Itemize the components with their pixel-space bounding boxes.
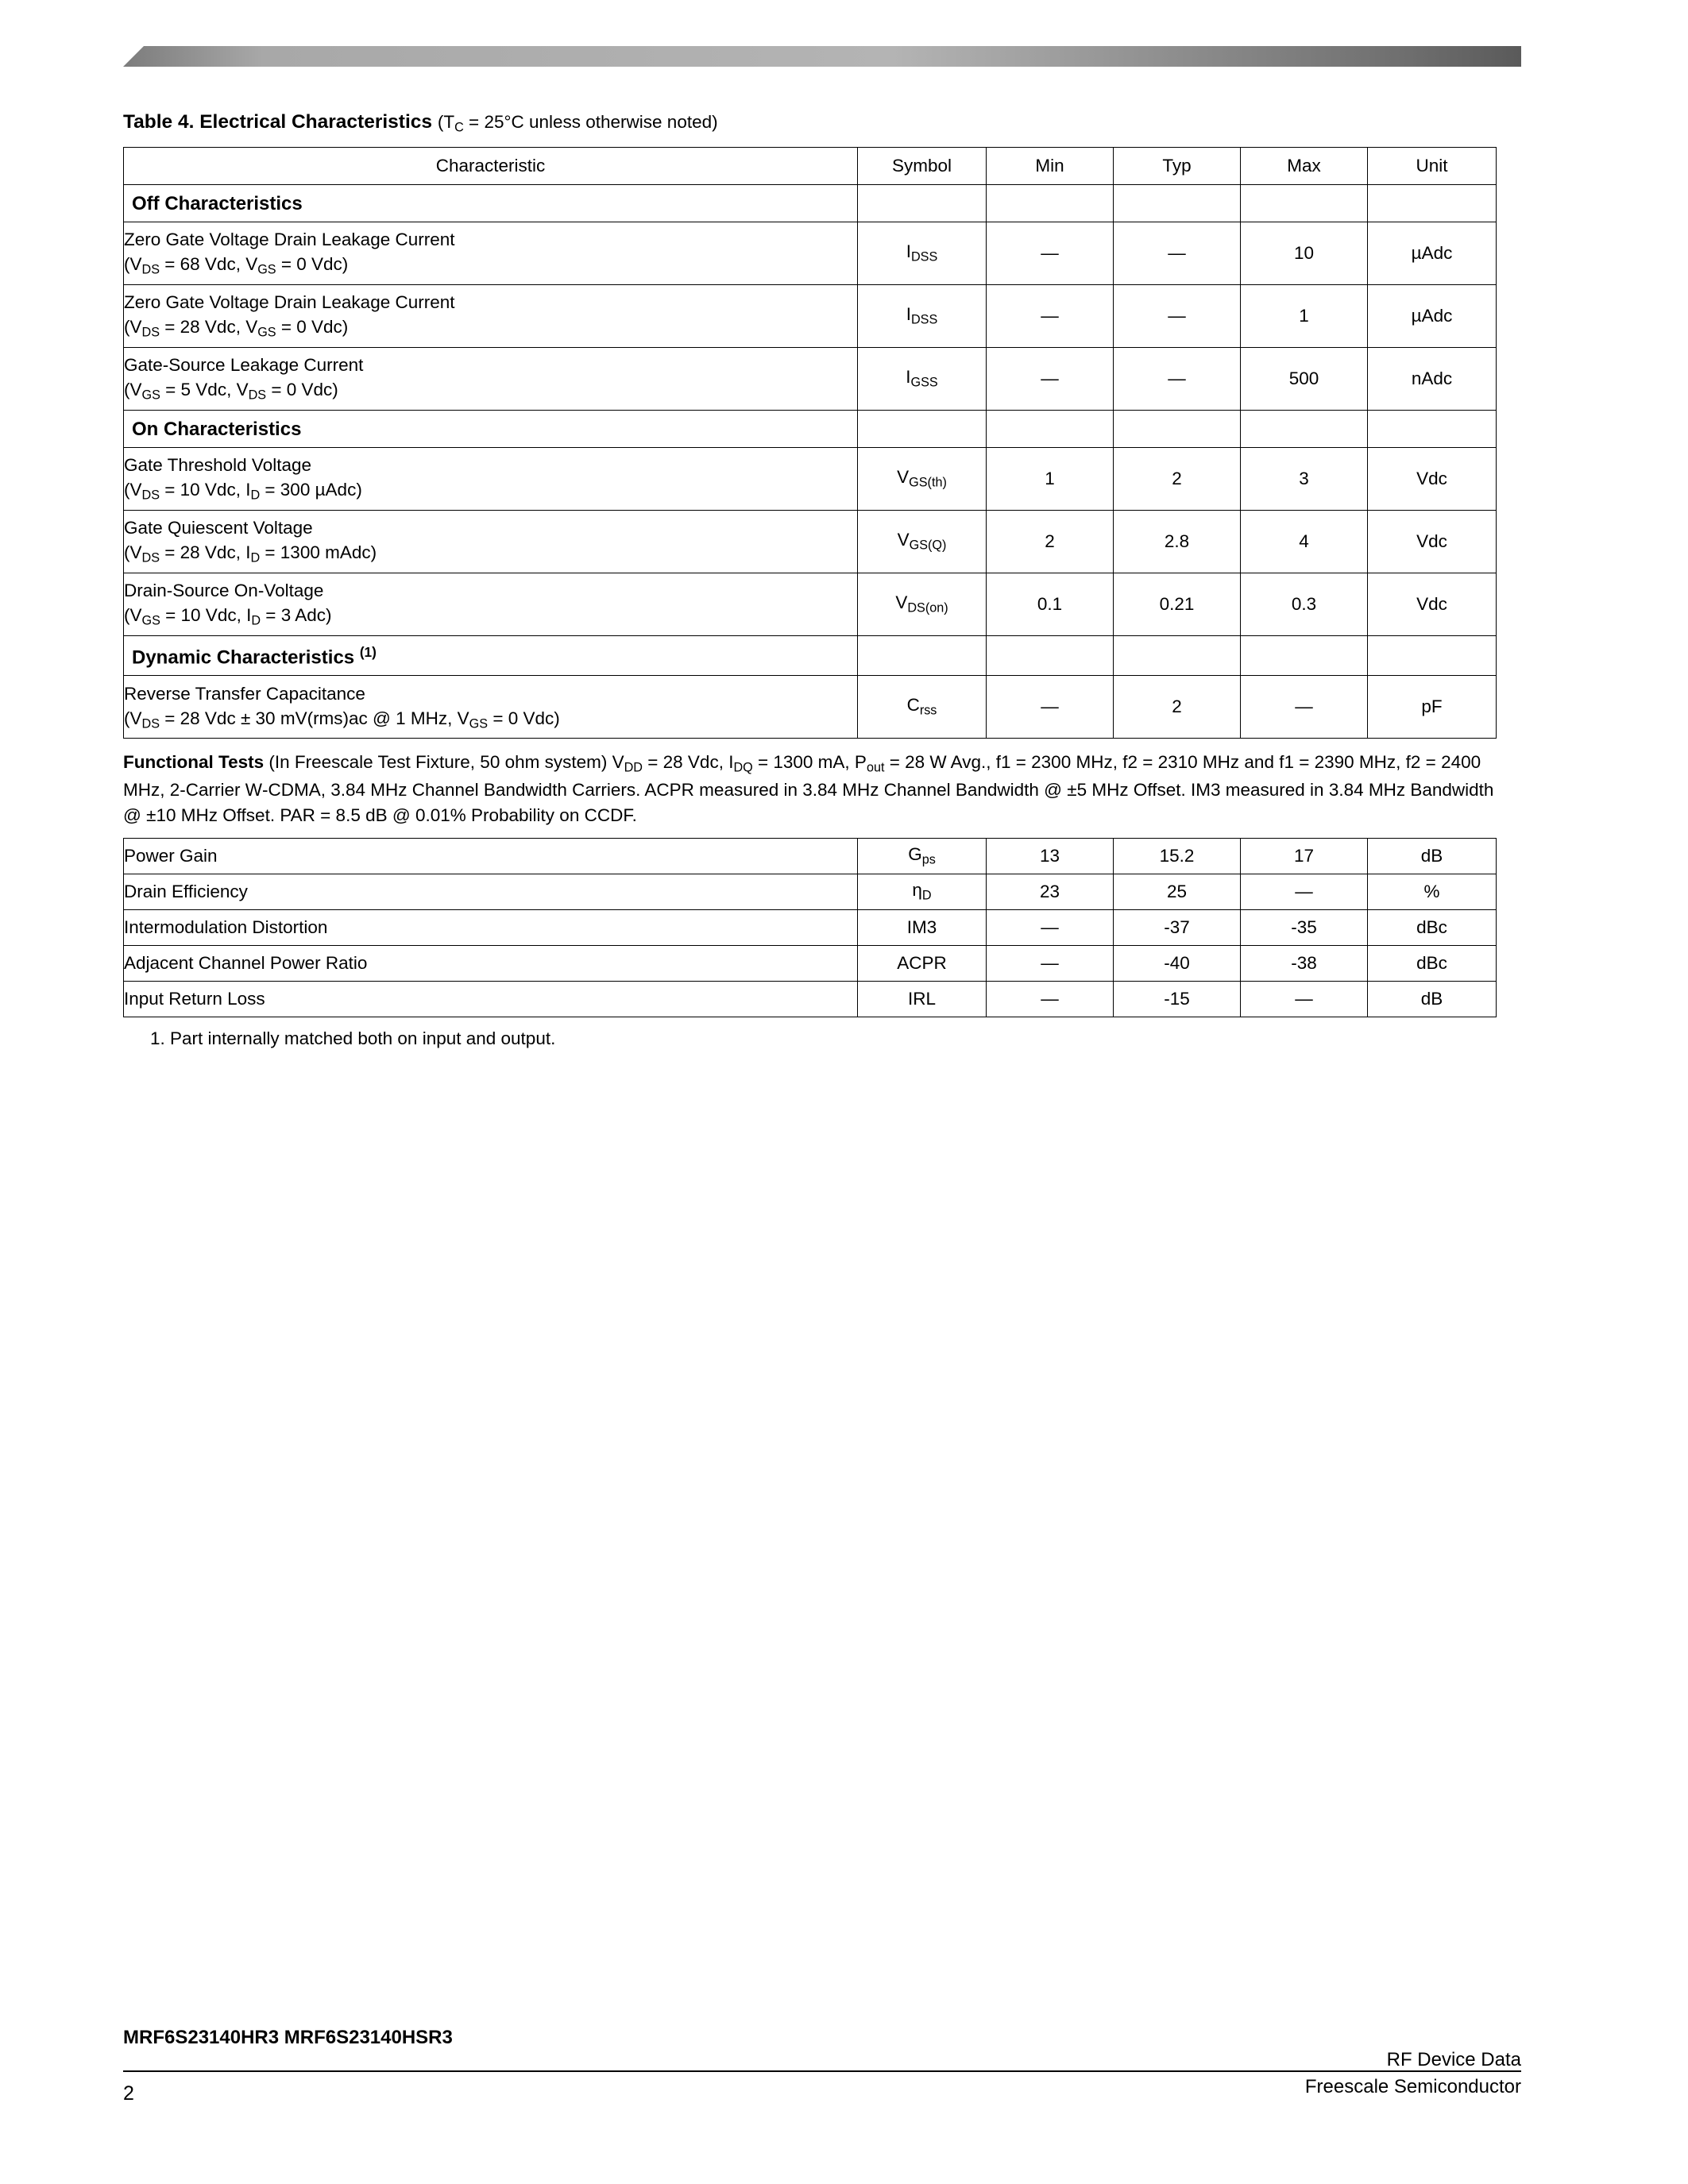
footer-document-info — [1305, 2047, 1521, 2101]
spacer-cell — [1368, 410, 1497, 447]
characteristic-cell: Gate‑Source Leakage Current ($V_{GS} = 5$ Vdc, $V_{DS} = 0$ Vdc) — [124, 347, 858, 410]
table-row — [124, 676, 1497, 739]
spacer-cell — [1241, 184, 1368, 222]
functional-tests-text: (In Freescale Test Fixture, 50 ohm system) $V_{DD} = 28$ Vdc, $I_{DQ} = 1300$ mA, $P_{out} = 28$ W Avg., f1 = 2300 MHz, f2 = 2310 MHz and f1 = 2390 MHz, f2 = 2400 MHz, 2‑Carrier W‑CDMA, 3.84 MHz Channel Bandwidth Carriers. ACPR measured in 3.84 MHz Channel Bandwidth @ ±5 MHz Offset. IM3 measured in 3.84 MHz Bandwidth @ ±10 MHz Offset. PAR = 8.5 dB @ 0.01% Probability on CCDF. — [123, 752, 1494, 825]
min-cell: — — [987, 347, 1114, 410]
section-heading-dynamic: Dynamic Characteristics $^{(1)}$ — [124, 635, 858, 676]
max-cell: -35 — [1241, 909, 1368, 945]
min-cell: 1 — [987, 447, 1114, 510]
max-cell: 17 — [1241, 838, 1368, 874]
symbol-cell: $V_{DS(on)}$ — [858, 573, 987, 635]
characteristic-cell: Zero Gate Voltage Drain Leakage Current ($V_{DS} = 28$ Vdc, $V_{GS} = 0$ Vdc) — [124, 284, 858, 347]
spacer-cell — [1114, 184, 1241, 222]
column-header-unit: Unit — [1368, 147, 1497, 184]
max-cell: 1 — [1241, 284, 1368, 347]
symbol-cell: IM3 — [858, 909, 987, 945]
min-cell: — — [987, 909, 1114, 945]
table-title-condition: ($T_C = 25^\circ C$ unless otherwise noted) — [437, 112, 718, 135]
typ-cell: 0.21 — [1114, 573, 1241, 635]
min-cell: — — [987, 284, 1114, 347]
spacer-cell — [858, 635, 987, 676]
unit-cell: dB — [1368, 981, 1497, 1017]
typ-cell: 2.8 — [1114, 510, 1241, 573]
functional-tests-note — [123, 750, 1496, 828]
unit-cell: dBc — [1368, 909, 1497, 945]
characteristic-cell: Reverse Transfer Capacitance ($V_{DS} = 28$ Vdc ± 30 mV(rms)ac @ 1 MHz, $V_{GS} = 0$ Vdc) — [124, 676, 858, 739]
table-row — [124, 945, 1497, 981]
spacer-cell — [858, 410, 987, 447]
max-cell: — — [1241, 676, 1368, 739]
unit-cell: µAdc — [1368, 284, 1497, 347]
symbol-cell: $I_{DSS}$ — [858, 222, 987, 284]
max-cell: 3 — [1241, 447, 1368, 510]
unit-cell: µAdc — [1368, 222, 1497, 284]
footer-doc-line-2: Freescale Semiconductor — [1304, 2076, 1521, 2098]
unit-cell: Vdc — [1368, 447, 1497, 510]
electrical-characteristics-table — [123, 147, 1497, 739]
symbol-cell: $I_{GSS}$ — [858, 347, 987, 410]
unit-cell: nAdc — [1368, 347, 1497, 410]
table-row — [124, 222, 1497, 284]
min-cell: 23 — [987, 874, 1114, 909]
min-cell: 0.1 — [987, 573, 1114, 635]
page-top-decoration-bar — [123, 46, 1521, 67]
typ-cell: 2 — [1114, 447, 1241, 510]
table-row — [124, 874, 1497, 909]
characteristic-cell: Intermodulation Distortion — [124, 909, 858, 945]
table-row — [124, 447, 1497, 510]
max-cell: 0.3 — [1241, 573, 1368, 635]
min-cell: 13 — [987, 838, 1114, 874]
typ-cell: -37 — [1114, 909, 1241, 945]
symbol-cell: ACPR — [858, 945, 987, 981]
typ-cell: 2 — [1114, 676, 1241, 739]
table-title-label: Table 4. Electrical Characteristics — [123, 111, 433, 133]
section-heading-row-off — [124, 184, 1497, 222]
symbol-cell: $G_{ps}$ — [858, 838, 987, 874]
characteristic-cell: Drain‑Source On‑Voltage ($V_{GS} = 10$ Vdc, $I_D = 3$ Adc) — [124, 573, 858, 635]
table-row — [124, 838, 1497, 874]
column-header-min: Min — [987, 147, 1114, 184]
min-cell: — — [987, 676, 1114, 739]
max-cell: 10 — [1241, 222, 1368, 284]
table-row — [124, 573, 1497, 635]
typ-cell: — — [1114, 284, 1241, 347]
table-row — [124, 909, 1497, 945]
section-heading-row-dynamic — [124, 635, 1497, 676]
unit-cell: Vdc — [1368, 510, 1497, 573]
table-header-row — [124, 147, 1497, 184]
unit-cell: Vdc — [1368, 573, 1497, 635]
column-header-typ: Typ — [1114, 147, 1241, 184]
min-cell: — — [987, 945, 1114, 981]
max-cell: — — [1241, 874, 1368, 909]
symbol-cell: $V_{GS(Q)}$ — [858, 510, 987, 573]
column-header-symbol: Symbol — [858, 147, 987, 184]
min-cell: 2 — [987, 510, 1114, 573]
spacer-cell — [858, 184, 987, 222]
max-cell: 4 — [1241, 510, 1368, 573]
functional-tests-label: Functional Tests — [123, 752, 265, 773]
characteristic-cell: Gate Quiescent Voltage ($V_{DS} = 28$ Vdc, $I_D = 1300$ mAdc) — [124, 510, 858, 573]
spacer-cell — [987, 184, 1114, 222]
section-heading-row-on — [124, 410, 1497, 447]
table-title — [123, 111, 1521, 136]
symbol-cell: IRL — [858, 981, 987, 1017]
section-heading-on: On Characteristics — [124, 410, 858, 447]
table-footnote: 1. Part internally matched both on input and output. — [150, 1028, 556, 1048]
typ-cell: — — [1114, 347, 1241, 410]
spacer-cell — [1368, 635, 1497, 676]
column-header-characteristic: Characteristic — [124, 147, 858, 184]
footer-page-number: 2 — [123, 2082, 134, 2105]
unit-cell: pF — [1368, 676, 1497, 739]
min-cell: — — [987, 981, 1114, 1017]
table-row — [124, 510, 1497, 573]
characteristic-cell: Input Return Loss — [124, 981, 858, 1017]
footer-part-numbers: MRF6S23140HR3 MRF6S23140HSR3 — [123, 2027, 453, 2048]
table-row — [124, 981, 1497, 1017]
gradient-bar — [123, 46, 1521, 67]
characteristic-cell: Zero Gate Voltage Drain Leakage Current ($V_{DS} = 68$ Vdc, $V_{GS} = 0$ Vdc) — [124, 222, 858, 284]
symbol-cell: $I_{DSS}$ — [858, 284, 987, 347]
max-cell: — — [1241, 981, 1368, 1017]
typ-cell: 25 — [1114, 874, 1241, 909]
characteristic-cell: Adjacent Channel Power Ratio — [124, 945, 858, 981]
characteristic-cell: Gate Threshold Voltage ($V_{DS} = 10$ Vdc, $I_D = 300$ µAdc) — [124, 447, 858, 510]
spacer-cell — [1241, 410, 1368, 447]
symbol-cell: $V_{GS(th)}$ — [858, 447, 987, 510]
column-header-max: Max — [1241, 147, 1368, 184]
spacer-cell — [987, 635, 1114, 676]
spacer-cell — [1114, 635, 1241, 676]
table-row — [124, 284, 1497, 347]
functional-tests-table — [123, 838, 1497, 1017]
max-cell: 500 — [1241, 347, 1368, 410]
unit-cell: dB — [1368, 838, 1497, 874]
spacer-cell — [1368, 184, 1497, 222]
table-row — [124, 347, 1497, 410]
typ-cell: -15 — [1114, 981, 1241, 1017]
spacer-cell — [1241, 635, 1368, 676]
page-content — [123, 111, 1521, 1049]
unit-cell: dBc — [1368, 945, 1497, 981]
typ-cell: 15.2 — [1114, 838, 1241, 874]
symbol-cell: $C_{rss}$ — [858, 676, 987, 739]
spacer-cell — [1114, 410, 1241, 447]
min-cell: — — [987, 222, 1114, 284]
characteristic-cell: Drain Efficiency — [124, 874, 858, 909]
typ-cell: -40 — [1114, 945, 1241, 981]
max-cell: -38 — [1241, 945, 1368, 981]
typ-cell: — — [1114, 222, 1241, 284]
characteristic-cell: Power Gain — [124, 838, 858, 874]
unit-cell: % — [1368, 874, 1497, 909]
section-heading-off: Off Characteristics — [124, 184, 858, 222]
spacer-cell — [987, 410, 1114, 447]
footer-doc-line-1: RF Device Data — [1386, 2049, 1521, 2070]
symbol-cell: $\eta_D$ — [858, 874, 987, 909]
